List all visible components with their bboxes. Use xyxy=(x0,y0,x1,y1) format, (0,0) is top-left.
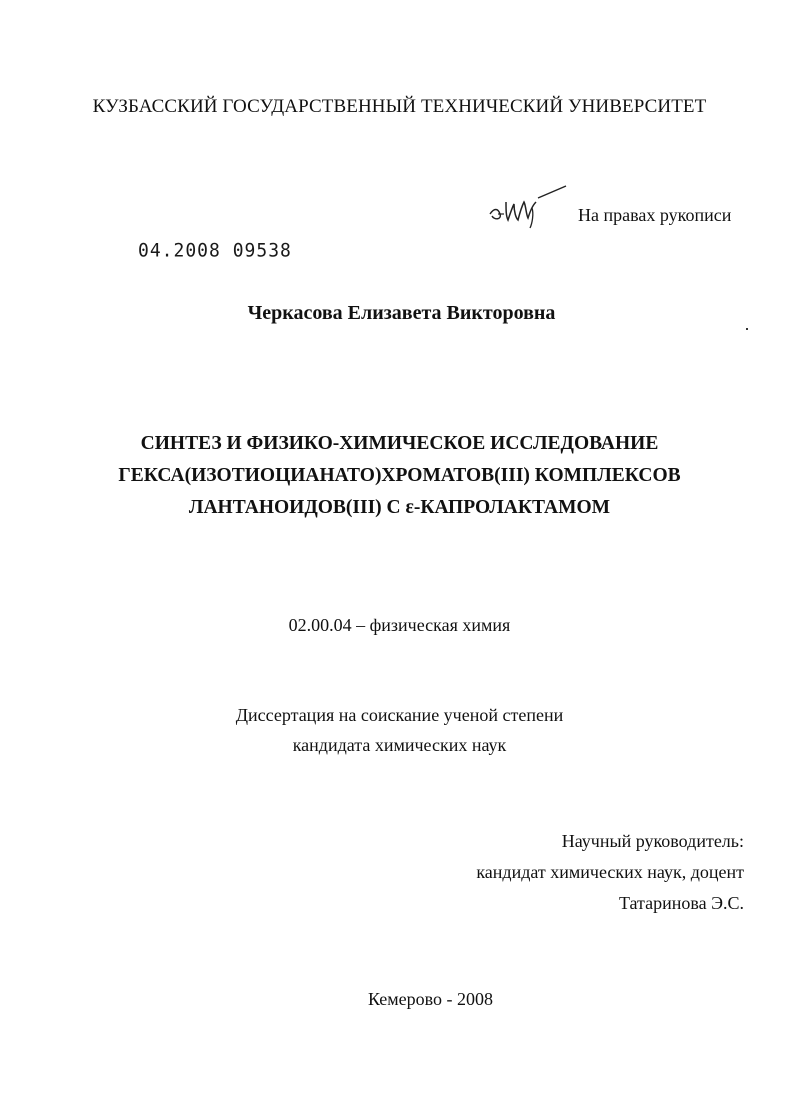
supervisor-block xyxy=(476,826,744,919)
degree-statement xyxy=(0,700,799,760)
title-line: ГЕКСА(ИЗОТИОЦИАНАТО)ХРОМАТОВ(III) КОМПЛЕКСОВ xyxy=(118,465,681,486)
supervisor-name: Татаринова Э.С. xyxy=(618,893,744,913)
degree-line: Диссертация на соискание ученой степени xyxy=(235,705,564,725)
supervisor-label: Научный руководитель: xyxy=(561,831,744,851)
city-year: Кемерово - 2008 xyxy=(367,989,494,1009)
university-name: КУЗБАССКИЙ ГОСУДАРСТВЕННЫЙ ТЕХНИЧЕСКИЙ УНИВЕРСИТЕТ xyxy=(92,96,707,117)
registration-stamp: 04.2008 09538 xyxy=(138,239,292,262)
supervisor-degree: кандидат химических наук, доцент xyxy=(476,862,744,882)
specialty-code: 02.00.04 – физическая химия xyxy=(288,615,511,635)
manuscript-rights-note: На правах рукописи xyxy=(578,205,732,225)
speck-mark xyxy=(746,328,748,330)
dissertation-title xyxy=(0,428,799,524)
handwritten-signature xyxy=(484,184,568,230)
title-line: СИНТЕЗ И ФИЗИКО-ХИМИЧЕСКОЕ ИССЛЕДОВАНИЕ xyxy=(140,433,659,454)
degree-line: кандидата химических наук xyxy=(292,735,507,755)
author-name: Черкасова Елизавета Викторовна xyxy=(247,302,556,324)
title-line: ЛАНТАНОИДОВ(III) С ε-КАПРОЛАКТАМОМ xyxy=(188,497,611,518)
